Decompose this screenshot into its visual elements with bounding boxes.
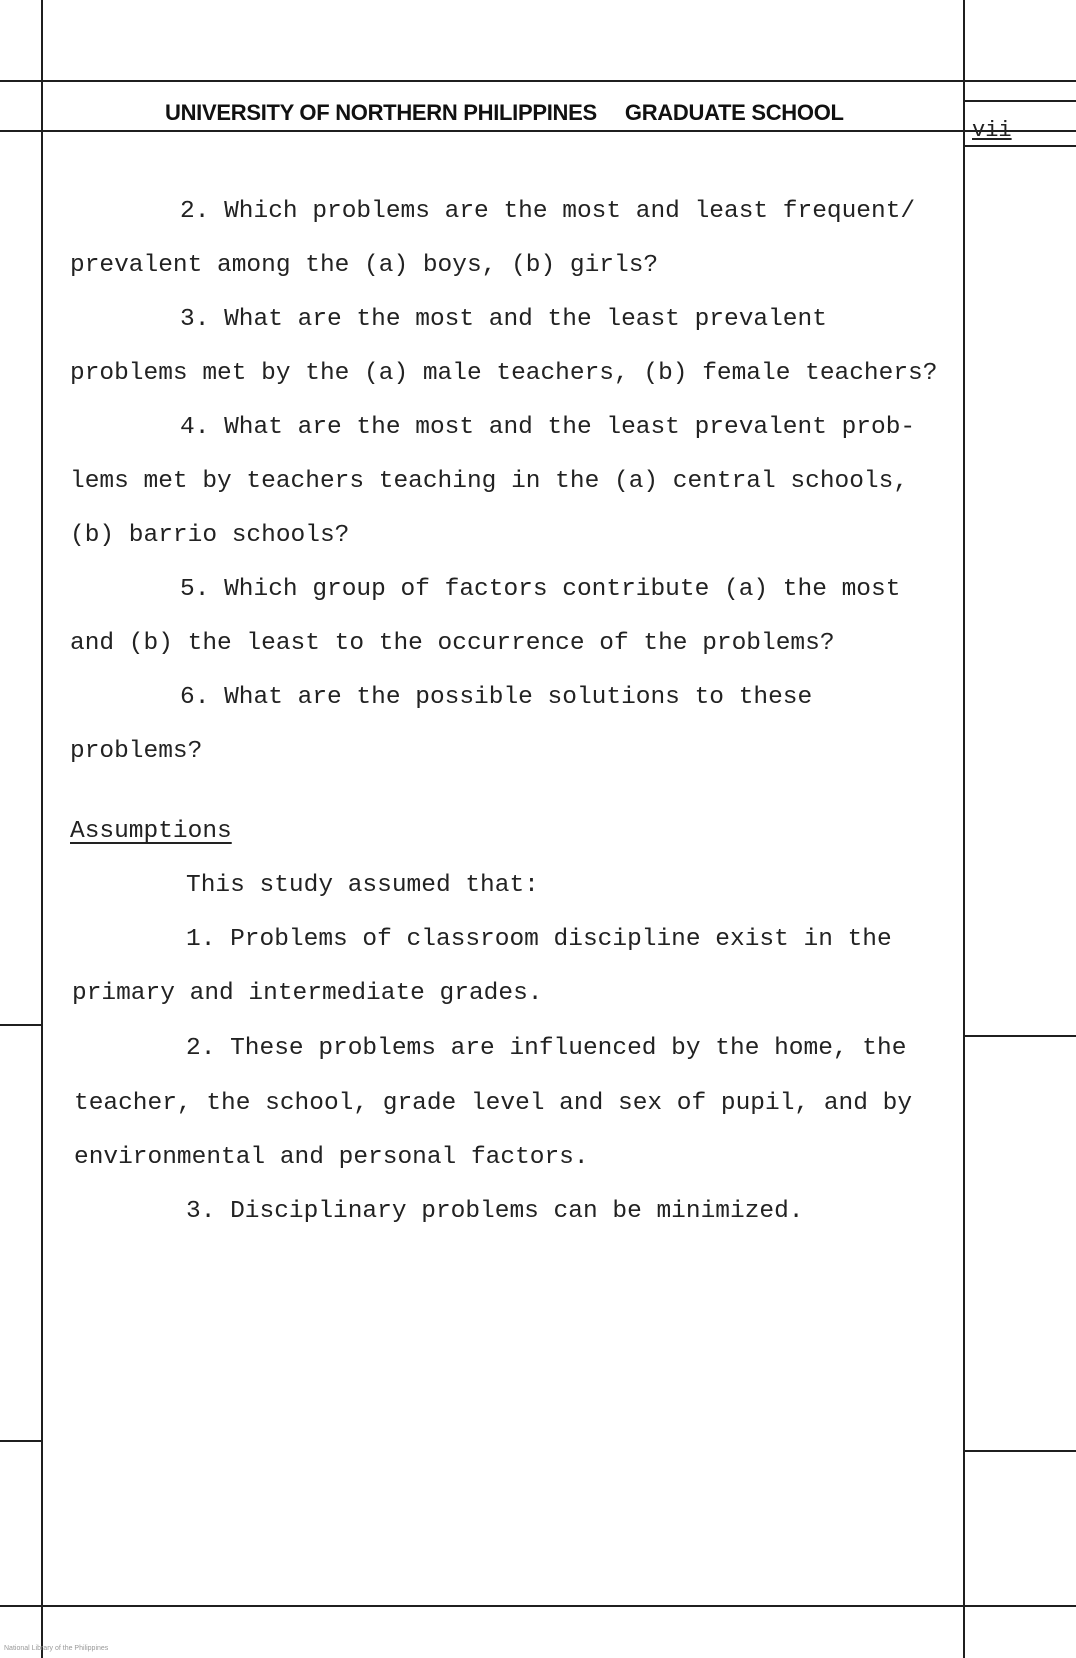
left-tick-1	[0, 1024, 41, 1026]
assumption-2-line-1: 2. These problems are influenced by the home, the	[186, 1035, 907, 1062]
question-4-line-3: (b) barrio schools?	[70, 522, 350, 549]
assumption-2-line-2: teacher, the school, grade level and sex of pupil, and by	[74, 1090, 913, 1117]
assumption-1-line-2: primary and intermediate grades.	[72, 980, 543, 1007]
assumptions-heading: Assumptions	[70, 818, 232, 845]
assumption-1-line-1: 1. Problems of classroom discipline exist in the	[186, 926, 892, 953]
question-4-line-1: 4. What are the most and the least prevalent prob-	[180, 414, 916, 441]
question-4-line-2: lems met by teachers teaching in the (a) central schools,	[70, 468, 909, 495]
right-tick-2	[965, 145, 1076, 147]
question-2-line-1: 2. Which problems are the most and least frequent/	[180, 198, 916, 225]
right-tick-4	[965, 1450, 1076, 1452]
question-6-line-2: problems?	[70, 738, 203, 765]
assumption-2-line-3: environmental and personal factors.	[74, 1144, 589, 1171]
institution-name: UNIVERSITY OF NORTHERN PHILIPPINES	[165, 100, 597, 125]
question-5-line-1: 5. Which group of factors contribute (a) the most	[180, 576, 901, 603]
scan-footer-note: National Library of the Philippines	[4, 1645, 109, 1652]
school-name: GRADUATE SCHOOL	[624, 100, 844, 125]
question-2-line-2: prevalent among the (a) boys, (b) girls?	[70, 252, 659, 279]
question-3-line-2: problems met by the (a) male teachers, (b) female teachers?	[70, 360, 938, 387]
right-tick-1	[965, 100, 1076, 102]
bottom-rule	[0, 1605, 1076, 1607]
left-tick-2	[0, 1440, 41, 1442]
assumption-3-line-1: 3. Disciplinary problems can be minimized.	[186, 1198, 804, 1225]
right-margin-rule	[963, 0, 965, 1658]
header-top-rule	[0, 80, 1076, 82]
header-bottom-rule	[0, 130, 1076, 132]
left-margin-rule	[41, 0, 43, 1658]
assumptions-intro: This study assumed that:	[186, 872, 539, 899]
question-6-line-1: 6. What are the possible solutions to these	[180, 684, 813, 711]
right-tick-3	[965, 1035, 1076, 1037]
letterhead	[165, 100, 844, 126]
question-5-line-2: and (b) the least to the occurrence of the problems?	[70, 630, 835, 657]
question-3-line-1: 3. What are the most and the least prevalent	[180, 306, 827, 333]
page-number: vii	[972, 118, 1012, 143]
